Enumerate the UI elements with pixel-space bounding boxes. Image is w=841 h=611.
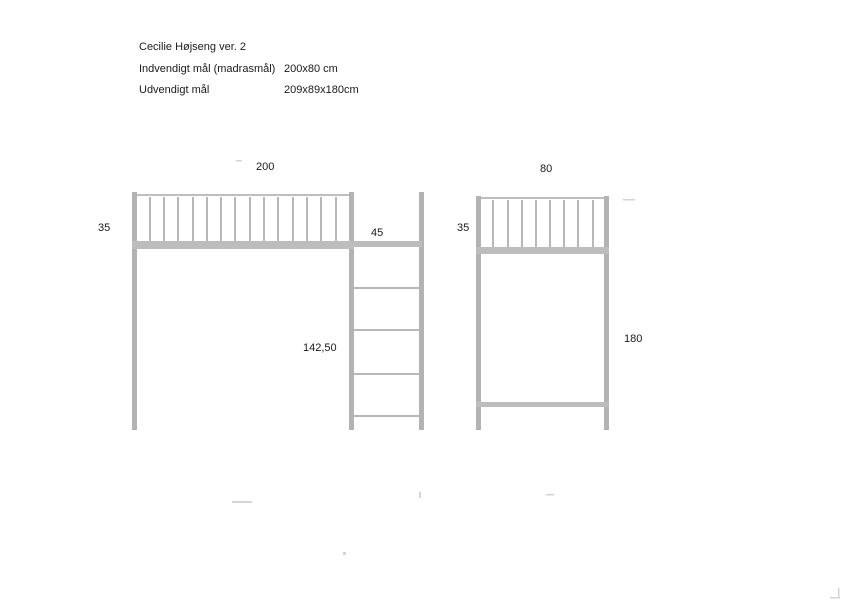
scan-speck	[343, 552, 346, 555]
end-rail-height-dimension: 35	[457, 222, 470, 234]
side-rail-height-dimension: 35	[98, 222, 111, 234]
deck-height-dimension: 142,50	[303, 342, 337, 354]
drawing-title: Cecilie Højseng ver. 2	[139, 41, 246, 53]
side-left-post	[132, 192, 137, 430]
side-spindles	[150, 197, 336, 241]
scan-speck	[623, 199, 635, 201]
scan-speck	[232, 501, 252, 503]
end-left-post	[476, 196, 481, 430]
scan-speck	[236, 160, 242, 162]
ladder-top-step	[352, 241, 422, 247]
side-length-dimension: 200	[256, 161, 275, 173]
total-height-dimension: 180	[624, 333, 643, 345]
ladder-rungs	[354, 288, 419, 416]
scan-speck	[419, 492, 421, 498]
end-right-post	[604, 196, 609, 430]
ladder-width-dimension: 45	[371, 227, 384, 239]
scan-speck	[546, 494, 554, 496]
end-width-dimension: 80	[540, 163, 553, 175]
outer-dimension-value: 209x89x180cm	[284, 84, 359, 96]
side-middle-post	[349, 192, 354, 430]
inner-dimension-label: Indvendigt mål (madrasmål)	[139, 63, 276, 75]
side-deck-beam	[132, 241, 354, 249]
end-view	[476, 196, 609, 430]
end-deck-beam	[476, 247, 609, 254]
end-bottom-beam	[476, 402, 609, 407]
scan-speck	[838, 588, 840, 598]
inner-dimension-value: 200x80 cm	[284, 63, 338, 75]
end-spindles	[493, 200, 593, 247]
outer-dimension-label: Udvendigt mål	[139, 84, 210, 96]
ladder-outer-post	[419, 192, 424, 430]
